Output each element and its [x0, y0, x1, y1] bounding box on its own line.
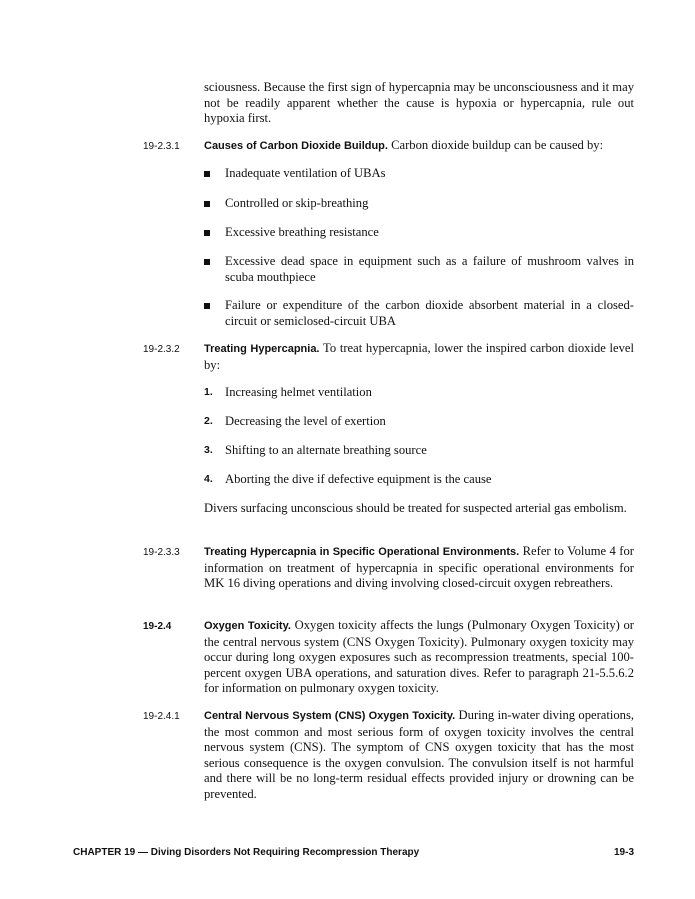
list-item-number: 1.	[204, 386, 213, 398]
section-heading: Oxygen Toxicity.	[204, 620, 291, 632]
list-item-text: Excessive breathing resistance	[225, 225, 379, 239]
section-text: Refer to Volume 4 for information on treatment of hypercapnia in specific operational environments for MK 16 diving operations and diving involving closed-circuit oxygen rebreathers.	[204, 544, 634, 590]
section-19-2-4	[204, 618, 634, 697]
list-item-text: Increasing helmet ventilation	[225, 385, 372, 399]
section-heading: Treating Hypercapnia.	[204, 343, 320, 355]
note-text: Divers surfacing unconscious should be treated for suspected arterial gas embolism.	[204, 501, 627, 515]
bullet-icon	[204, 230, 210, 236]
list-item-text: Decreasing the level of exertion	[225, 414, 386, 428]
section-19-2-3-1	[204, 138, 634, 155]
footer-chapter-title: CHAPTER 19 — Diving Disorders Not Requiring Recompression Therapy	[73, 847, 420, 858]
section-number-19-2-4: 19-2.4	[143, 621, 172, 632]
section-heading: Causes of Carbon Dioxide Buildup.	[204, 140, 388, 152]
list-item-text: Aborting the dive if defective equipment is the cause	[225, 472, 492, 486]
list-item-text: Shifting to an alternate breathing source	[225, 443, 427, 457]
list-item-text: Excessive dead space in equipment such as a failure of mushroom valves in scuba mouthpiece	[225, 254, 634, 284]
footer-page-number: 19-3	[613, 847, 634, 858]
section-19-2-4-1	[204, 708, 634, 802]
bullet-icon	[204, 259, 210, 265]
section-text: To treat hypercapnia, lower the inspired carbon dioxide level by:	[204, 341, 635, 372]
list-item-text: Inadequate ventilation of UBAs	[225, 166, 386, 180]
section-number-19-2-4-1: 19-2.4.1	[143, 711, 180, 722]
section-heading: Central Nervous System (CNS) Oxygen Toxicity.	[204, 710, 456, 722]
section-text: Oxygen toxicity affects the lungs (Pulmonary Oxygen Toxicity) or the central nervous system (CNS Oxygen Toxicity). Pulmonary oxygen toxicity may occur during long oxygen exposures such as recompression treatments, special 100-percent oxygen UBA operations, and saturation dives. Refer to paragraph 21-5.5.6.2 for information on pulmonary oxygen toxicity.	[204, 618, 634, 695]
intro-text: sciousness. Because the first sign of hypercapnia may be unconsciousness and it may not be readily apparent whether the cause is hypoxia or hypercapnia, rule out hypoxia first.	[204, 80, 634, 125]
list-item-number: 2.	[204, 415, 213, 427]
section-number-19-2-3-1: 19-2.3.1	[143, 141, 180, 152]
intro-paragraph	[204, 80, 634, 127]
section-text: Carbon dioxide buildup can be caused by:	[391, 138, 604, 152]
section-19-2-3-3	[204, 544, 634, 592]
list-item-number: 4.	[204, 473, 213, 485]
bullet-icon	[204, 171, 210, 177]
note-paragraph	[204, 501, 634, 517]
list-item-text: Failure or expenditure of the carbon dioxide absorbent material in a closed-circuit or semiclosed-circuit UBA	[225, 298, 634, 328]
section-heading: Treating Hypercapnia in Specific Operational Environments.	[204, 546, 520, 558]
list-item-number: 3.	[204, 444, 213, 456]
bullet-icon	[204, 303, 210, 309]
section-text: During in-water diving operations, the most common and most serious form of oxygen toxicity involves the central nervous system (CNS). The symptom of CNS oxygen toxicity that has the most serious consequence is the oxygen convulsion. The convulsion itself is not harmful and there will be no long-term residual effects provided injury or drowning can be prevented.	[204, 708, 635, 801]
list-item-text: Controlled or skip-breathing	[225, 196, 369, 210]
bullet-icon	[204, 201, 210, 207]
section-19-2-3-2	[204, 341, 634, 373]
section-number-19-2-3-2: 19-2.3.2	[143, 344, 180, 355]
section-number-19-2-3-3: 19-2.3.3	[143, 547, 180, 558]
